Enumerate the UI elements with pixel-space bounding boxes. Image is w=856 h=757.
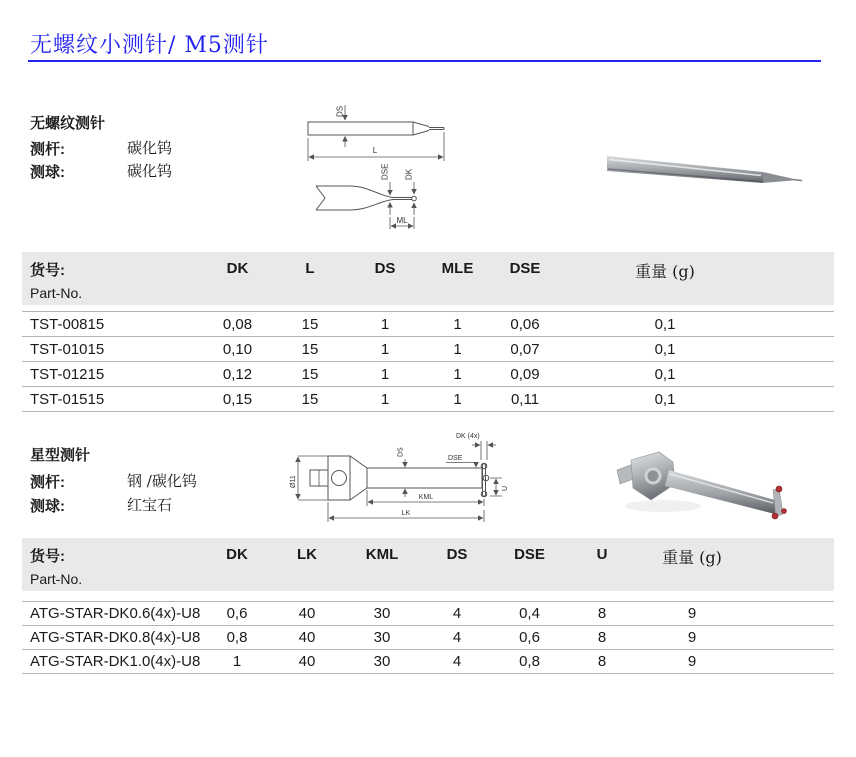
page-title: 无螺纹小测针/ M5测针	[30, 33, 269, 58]
col-header-kml: KML	[365, 546, 399, 563]
dim-label-dk4x: DK (4x)	[456, 433, 480, 440]
dim-label-kml: KML	[418, 494, 434, 501]
table-row: ATG-STAR-DK0.6(4x)-U8 0,6 40 30 4 0,4 8 9	[22, 601, 834, 625]
dim-label-ml: ML	[396, 216, 408, 225]
col-header-dk: DK	[226, 546, 248, 563]
dim-label-u: U	[502, 485, 509, 491]
table2-header	[22, 538, 834, 591]
dim-label-dse: DSE	[380, 163, 390, 180]
col-header-u: U	[596, 546, 608, 563]
col-header-ds: DS	[374, 260, 396, 277]
table2-body	[22, 601, 834, 674]
title-divider	[28, 60, 821, 62]
col-header-ds: DS	[446, 546, 468, 563]
table-row: TST-01215 0,12 15 1 1 0,09 0,1	[22, 361, 834, 386]
col-header-weight: 重量 (g)	[635, 262, 695, 281]
part-no-label-en: Part-No.	[30, 285, 83, 301]
col-header-dk: DK	[226, 260, 249, 277]
section2-ball-value: 红宝石	[127, 496, 173, 514]
table-row: ATG-STAR-DK0.8(4x)-U8 0,8 40 30 4 0,6 8 9	[22, 625, 834, 649]
section1-shaft-value: 碳化钨	[127, 139, 173, 157]
star-probe-diagram	[288, 426, 528, 540]
section1-shaft-label: 测杆:	[30, 141, 65, 158]
section1-ball-value: 碳化钨	[127, 162, 173, 180]
col-header-l: L	[305, 260, 315, 277]
star-probe-table	[22, 538, 834, 674]
table1-body	[22, 311, 834, 412]
threadless-probe-photo	[595, 130, 810, 222]
part-no-label-en: Part-No.	[30, 571, 83, 587]
dim-label-l: L	[372, 146, 378, 155]
section1-heading: 无螺纹测针	[30, 115, 106, 132]
col-header-weight: 重量 (g)	[662, 548, 722, 567]
threadless-probe-table	[22, 252, 834, 412]
table-row: ATG-STAR-DK1.0(4x)-U8 1 40 30 4 0,8 8 9	[22, 649, 834, 673]
dim-label-d11: Ø11	[290, 475, 297, 488]
star-probe-photo	[593, 426, 833, 540]
table1-header	[22, 252, 834, 305]
col-header-dse: DSE	[509, 260, 541, 277]
col-header-mle: MLE	[441, 260, 474, 277]
threadless-probe-diagram	[291, 98, 463, 240]
dim-label-lk: LK	[401, 510, 411, 517]
table-row: TST-01515 0,15 15 1 1 0,11 0,1	[22, 386, 834, 411]
table-row: TST-00815 0,08 15 1 1 0,06 0,1	[22, 311, 834, 336]
part-no-label-cn: 货号:	[30, 548, 65, 565]
section2-shaft-label: 测杆:	[30, 474, 65, 491]
dim-label-dse2: DSE	[448, 455, 463, 462]
dim-label-dk: DK	[404, 168, 414, 180]
col-header-dse: DSE	[514, 546, 545, 563]
col-header-lk: LK	[297, 546, 317, 563]
dim-label-ds2: DS	[397, 447, 405, 457]
part-no-label-cn: 货号:	[30, 262, 65, 279]
section2-heading: 星型测针	[30, 447, 91, 464]
table-row: TST-01015 0,10 15 1 1 0,07 0,1	[22, 336, 834, 361]
section2-ball-label: 测球:	[30, 498, 65, 515]
dim-label-ds: DS	[335, 105, 345, 117]
section1-ball-label: 测球:	[30, 164, 65, 181]
section2-shaft-value: 钢 /碳化钨	[127, 472, 197, 490]
